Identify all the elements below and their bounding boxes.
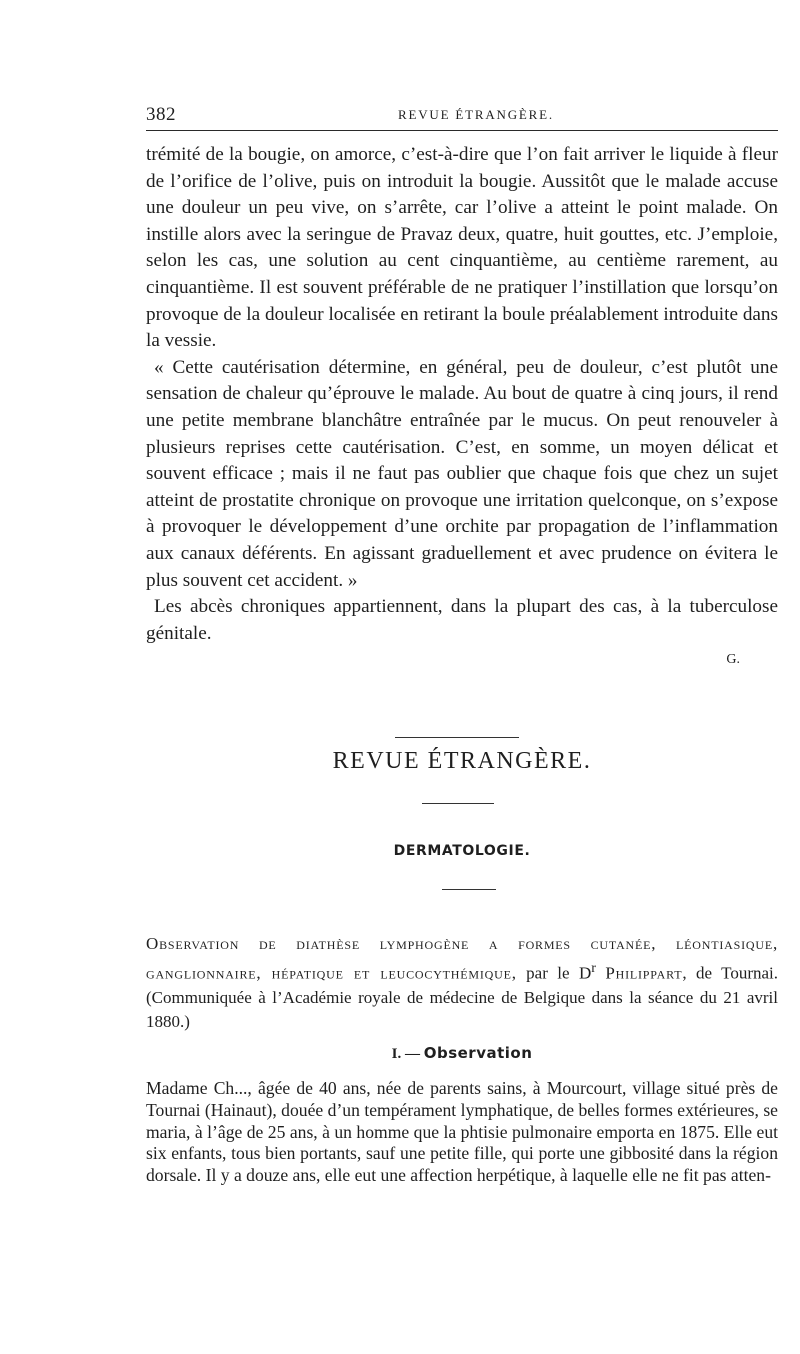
header-rule: [146, 130, 778, 131]
section-title: REVUE ÉTRANGÈRE.: [332, 748, 592, 774]
observation-number: I. —: [391, 1046, 420, 1062]
article-author: Philippart: [605, 963, 683, 983]
observation-paragraph: Madame Ch..., âgée de 40 ans, née de parents sains, à Mourcourt, village situé près de Tournai (Hainaut), douée d’un tempérament lymphatique, de belles formes extérieures, se maria, à l’âge de 25 ans, à un homme que la phtisie pulmonaire emporta en 1875. Elle eut six enfants, tous bien portants, sauf une petite fille, qui porte une gibbosité dans la région dorsale. Il y a douze ans, elle eut une affection herpétique, à laquelle elle ne fit pas atten-: [146, 1078, 778, 1186]
paragraph-quote: « Cette cautérisation détermine, en général, peu de douleur, c’est plutôt une sensation de chaleur qu’éprouve le malade. Au bout de quatre à cinq jours, il rend une petite membrane blanchâtre entraînée par le mucus. On peut renouveler à plusieurs reprises cette cautérisation. C’est, en somme, un moyen délicat et souvent efficace ; mais il ne faut pas oublier que chaque fois que chez un sujet atteint de prostatite chronique on provoque une irritation quelconque, on s’expose à provoquer le développement d’une orchite par propagation de l’inflammation aux canaux déférents. En agissant graduellement et avec prudence on évitera le plus souvent cet accident. »: [146, 356, 778, 591]
observation-label: Observation: [423, 1044, 533, 1062]
article-title-sup: r: [591, 960, 596, 976]
observation-heading: [146, 1044, 778, 1063]
signature-line: [146, 647, 778, 674]
separator-rule-top: [395, 737, 519, 738]
body-text: [146, 142, 778, 674]
subsection-title: DERMATOLOGIE.: [393, 843, 531, 859]
separator-rule-middle: [422, 803, 494, 804]
article-title-rest: , de Tournai. (Communiquée à l’Académie royale de médecine de Belgique dans la séance du 21 avril 1880.): [146, 963, 778, 1031]
observation-text: [146, 1078, 778, 1187]
article-title-main: Observation de diathèse lymphogène a formes cutanée, léontiasique, ganglionnaire, hépatique et leucocythémique,: [146, 934, 778, 983]
page-header: [146, 104, 786, 126]
article-title-by: par le D: [516, 963, 592, 983]
paragraph-conclusion: Les abcès chroniques appartiennent, dans la plupart des cas, à la tuberculose génitale.: [146, 596, 778, 644]
signature: G.: [726, 652, 740, 668]
article-title: [146, 932, 778, 1034]
separator-rule-bottom: [442, 889, 496, 890]
running-title: REVUE ÉTRANGÈRE.: [398, 107, 554, 122]
page-number: 382: [146, 104, 176, 125]
paragraph-continued: trémité de la bougie, on amorce, c’est-à-dire que l’on fait arriver le liquide à fleur de l’orifice de l’olive, puis on introduit la bougie. Aussitôt que le malade accuse une douleur un peu vive, on s’arrête, car l’olive a atteint le point malade. On instille alors avec la seringue de Pravaz deux, quatre, huit gouttes, etc. J’emploie, selon les cas, une solution au cent cinquantième, au centième rarement, au cinquantième. Il est souvent préférable de ne pratiquer l’instillation que lorsqu’on provoque de la douleur localisée en retirant la boule préalablement introduite dans la vessie.: [146, 144, 778, 352]
